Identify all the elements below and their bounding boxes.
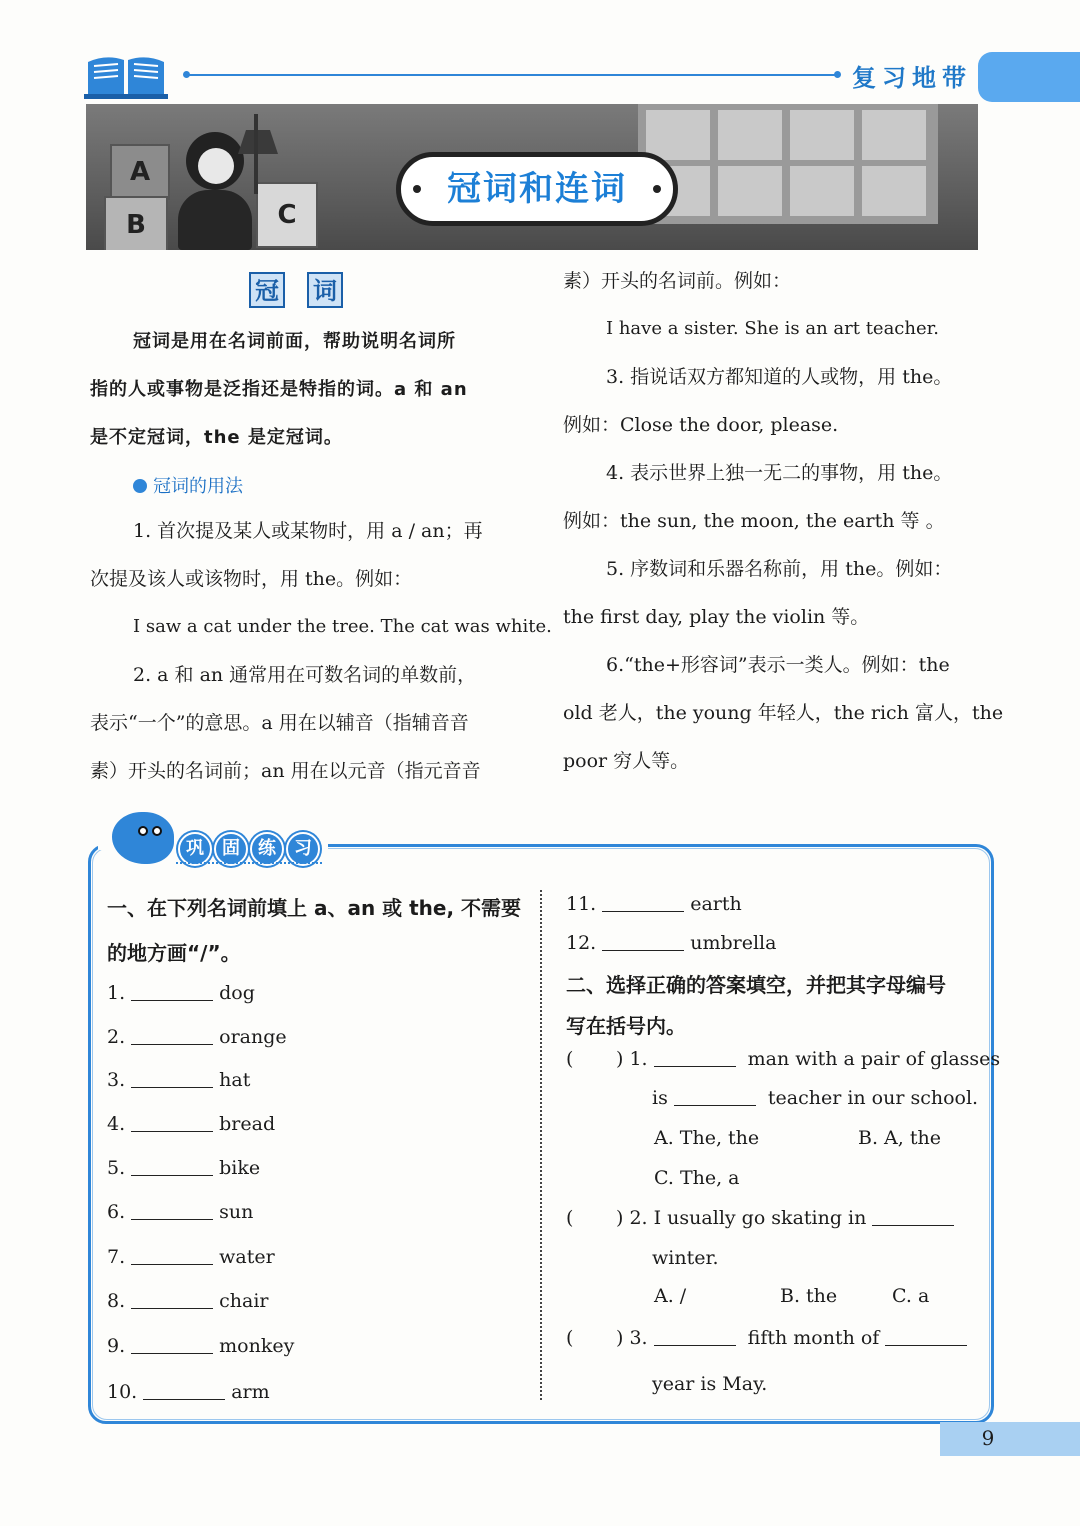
body-line: 素）开头的名词前。例如： — [563, 270, 792, 292]
answer-blank[interactable] — [131, 1308, 213, 1309]
section-char: 冠 — [249, 272, 285, 308]
option: B. A, the — [858, 1127, 941, 1149]
section-char: 词 — [307, 272, 343, 308]
fill-item: 5. bike — [107, 1157, 261, 1179]
body-line: 次提及该人或该物时，用 the。例如： — [90, 568, 413, 590]
title-wave — [176, 862, 322, 868]
answer-blank[interactable] — [131, 1353, 213, 1354]
fill-item: 11. earth — [566, 893, 742, 915]
title-char: 习 — [286, 832, 320, 866]
body-line: 表示“一个”的意思。a 用在以辅音（指辅音音 — [90, 712, 469, 734]
intro-line: 指的人或事物是泛指还是特指的词。a 和 an — [90, 379, 468, 400]
choice-question: ) 3. fifth month of — [616, 1327, 973, 1349]
answer-blank[interactable] — [131, 1264, 213, 1265]
choice-question-cont: winter. — [652, 1247, 719, 1269]
answer-blank[interactable] — [654, 1066, 736, 1067]
page-number: 9 — [981, 1426, 995, 1450]
part1-title: 一、在下列名词前填上 a、an 或 the, 不需要 — [107, 896, 522, 920]
answer-blank[interactable] — [602, 950, 684, 951]
header-label: 复习地带 — [852, 64, 972, 92]
line-dot — [834, 71, 841, 78]
option: C. a — [892, 1285, 930, 1307]
header-tab — [978, 52, 1080, 102]
example-line: I have a sister. She is an art teacher. — [606, 318, 939, 339]
fill-item: 7. water — [107, 1246, 275, 1268]
banner-title — [396, 152, 678, 226]
fill-item: 6. sun — [107, 1201, 254, 1223]
choice-paren[interactable]: ( — [566, 1327, 574, 1349]
answer-blank[interactable] — [885, 1345, 967, 1346]
choice-question: ) 1. man with a pair of glasses — [616, 1048, 1001, 1070]
fill-item: 10. arm — [107, 1381, 270, 1403]
part2-title: 二、选择正确的答案填空，并把其字母编号 — [566, 973, 946, 997]
fill-item: 12. umbrella — [566, 932, 777, 954]
choice-question: ) 2. I usually go skating in — [616, 1207, 960, 1229]
answer-blank[interactable] — [654, 1345, 736, 1346]
book-icon — [84, 52, 168, 100]
choice-paren[interactable]: ( — [566, 1207, 574, 1229]
letter-block-a: A — [110, 144, 170, 200]
title-char: 巩 — [178, 832, 212, 866]
choice-paren[interactable]: ( — [566, 1048, 574, 1070]
fill-item: 3. hat — [107, 1069, 251, 1091]
body-line: 素）开头的名词前；an 用在以元音（指元音音 — [90, 760, 481, 782]
answer-blank[interactable] — [143, 1399, 225, 1400]
answer-blank[interactable] — [131, 1087, 213, 1088]
answer-blank[interactable] — [872, 1225, 954, 1226]
example-line: I saw a cat under the tree. The cat was white. — [133, 616, 552, 637]
girl-figure — [178, 190, 252, 250]
usage-title: 冠词的用法 — [153, 476, 243, 497]
choice-question-cont: year is May. — [652, 1373, 768, 1395]
girl-face — [198, 148, 234, 184]
answer-blank[interactable] — [131, 1000, 213, 1001]
body-line: 3. 指说话双方都知道的人或物，用 the。 — [606, 366, 953, 388]
lamp-stand — [254, 114, 258, 194]
body-line: 例如：the sun, the moon, the earth 等 。 — [563, 510, 945, 532]
option: A. The, the — [654, 1127, 760, 1149]
letter-block-c: C — [256, 182, 318, 248]
body-line: 2. a 和 an 通常用在可数名词的单数前， — [133, 664, 477, 686]
part2-title: 写在括号内。 — [566, 1014, 686, 1038]
option: A. / — [654, 1285, 687, 1307]
fill-item: 9. monkey — [107, 1335, 295, 1357]
answer-blank[interactable] — [131, 1175, 213, 1176]
body-line: poor 穷人等。 — [563, 750, 690, 772]
title-char: 固 — [214, 832, 248, 866]
title-char: 练 — [250, 832, 284, 866]
fill-item: 4. bread — [107, 1113, 276, 1135]
column-divider — [540, 890, 542, 1400]
intro-line: 是不定冠词，the 是定冠词。 — [90, 427, 343, 448]
choice-question-cont: is teacher in our school. — [652, 1087, 979, 1109]
intro-line: 冠词是用在名词前面，帮助说明名词所 — [133, 331, 456, 352]
answer-blank[interactable] — [131, 1131, 213, 1132]
header-rule — [186, 74, 838, 76]
section-heading — [249, 272, 365, 308]
window — [638, 104, 938, 224]
body-line: 4. 表示世界上独一无二的事物，用 the。 — [606, 462, 953, 484]
body-line: the first day, play the violin 等。 — [563, 606, 870, 628]
fill-item: 8. chair — [107, 1290, 269, 1312]
banner-title-text: 冠词和连词 — [447, 169, 627, 209]
body-line: 5. 序数词和乐器名称前，用 the。例如： — [606, 558, 953, 580]
letter-block-b: B — [104, 196, 168, 250]
fill-item: 2. orange — [107, 1026, 287, 1048]
fish-eye — [152, 826, 162, 836]
answer-blank[interactable] — [674, 1105, 756, 1106]
option: C. The, a — [654, 1167, 740, 1189]
exercise-title — [178, 832, 322, 866]
bullet-icon — [133, 479, 147, 493]
body-line: 例如：Close the door, please. — [563, 414, 839, 436]
answer-blank[interactable] — [131, 1219, 213, 1220]
part1-title: 的地方画“/”。 — [107, 941, 241, 965]
answer-blank[interactable] — [131, 1044, 213, 1045]
lamp-icon — [238, 130, 278, 154]
fish-eye — [138, 826, 148, 836]
answer-blank[interactable] — [602, 911, 684, 912]
fish-mascot-icon — [112, 812, 174, 864]
body-line: 1. 首次提及某人或某物时，用 a / an；再 — [133, 520, 483, 542]
fill-item: 1. dog — [107, 982, 255, 1004]
body-line: 6.“the+形容词”表示一类人。例如：the — [606, 654, 950, 676]
option: B. the — [780, 1285, 838, 1307]
body-line: old 老人，the young 年轻人，the rich 富人，the — [563, 702, 1004, 724]
usage-heading — [133, 472, 243, 498]
